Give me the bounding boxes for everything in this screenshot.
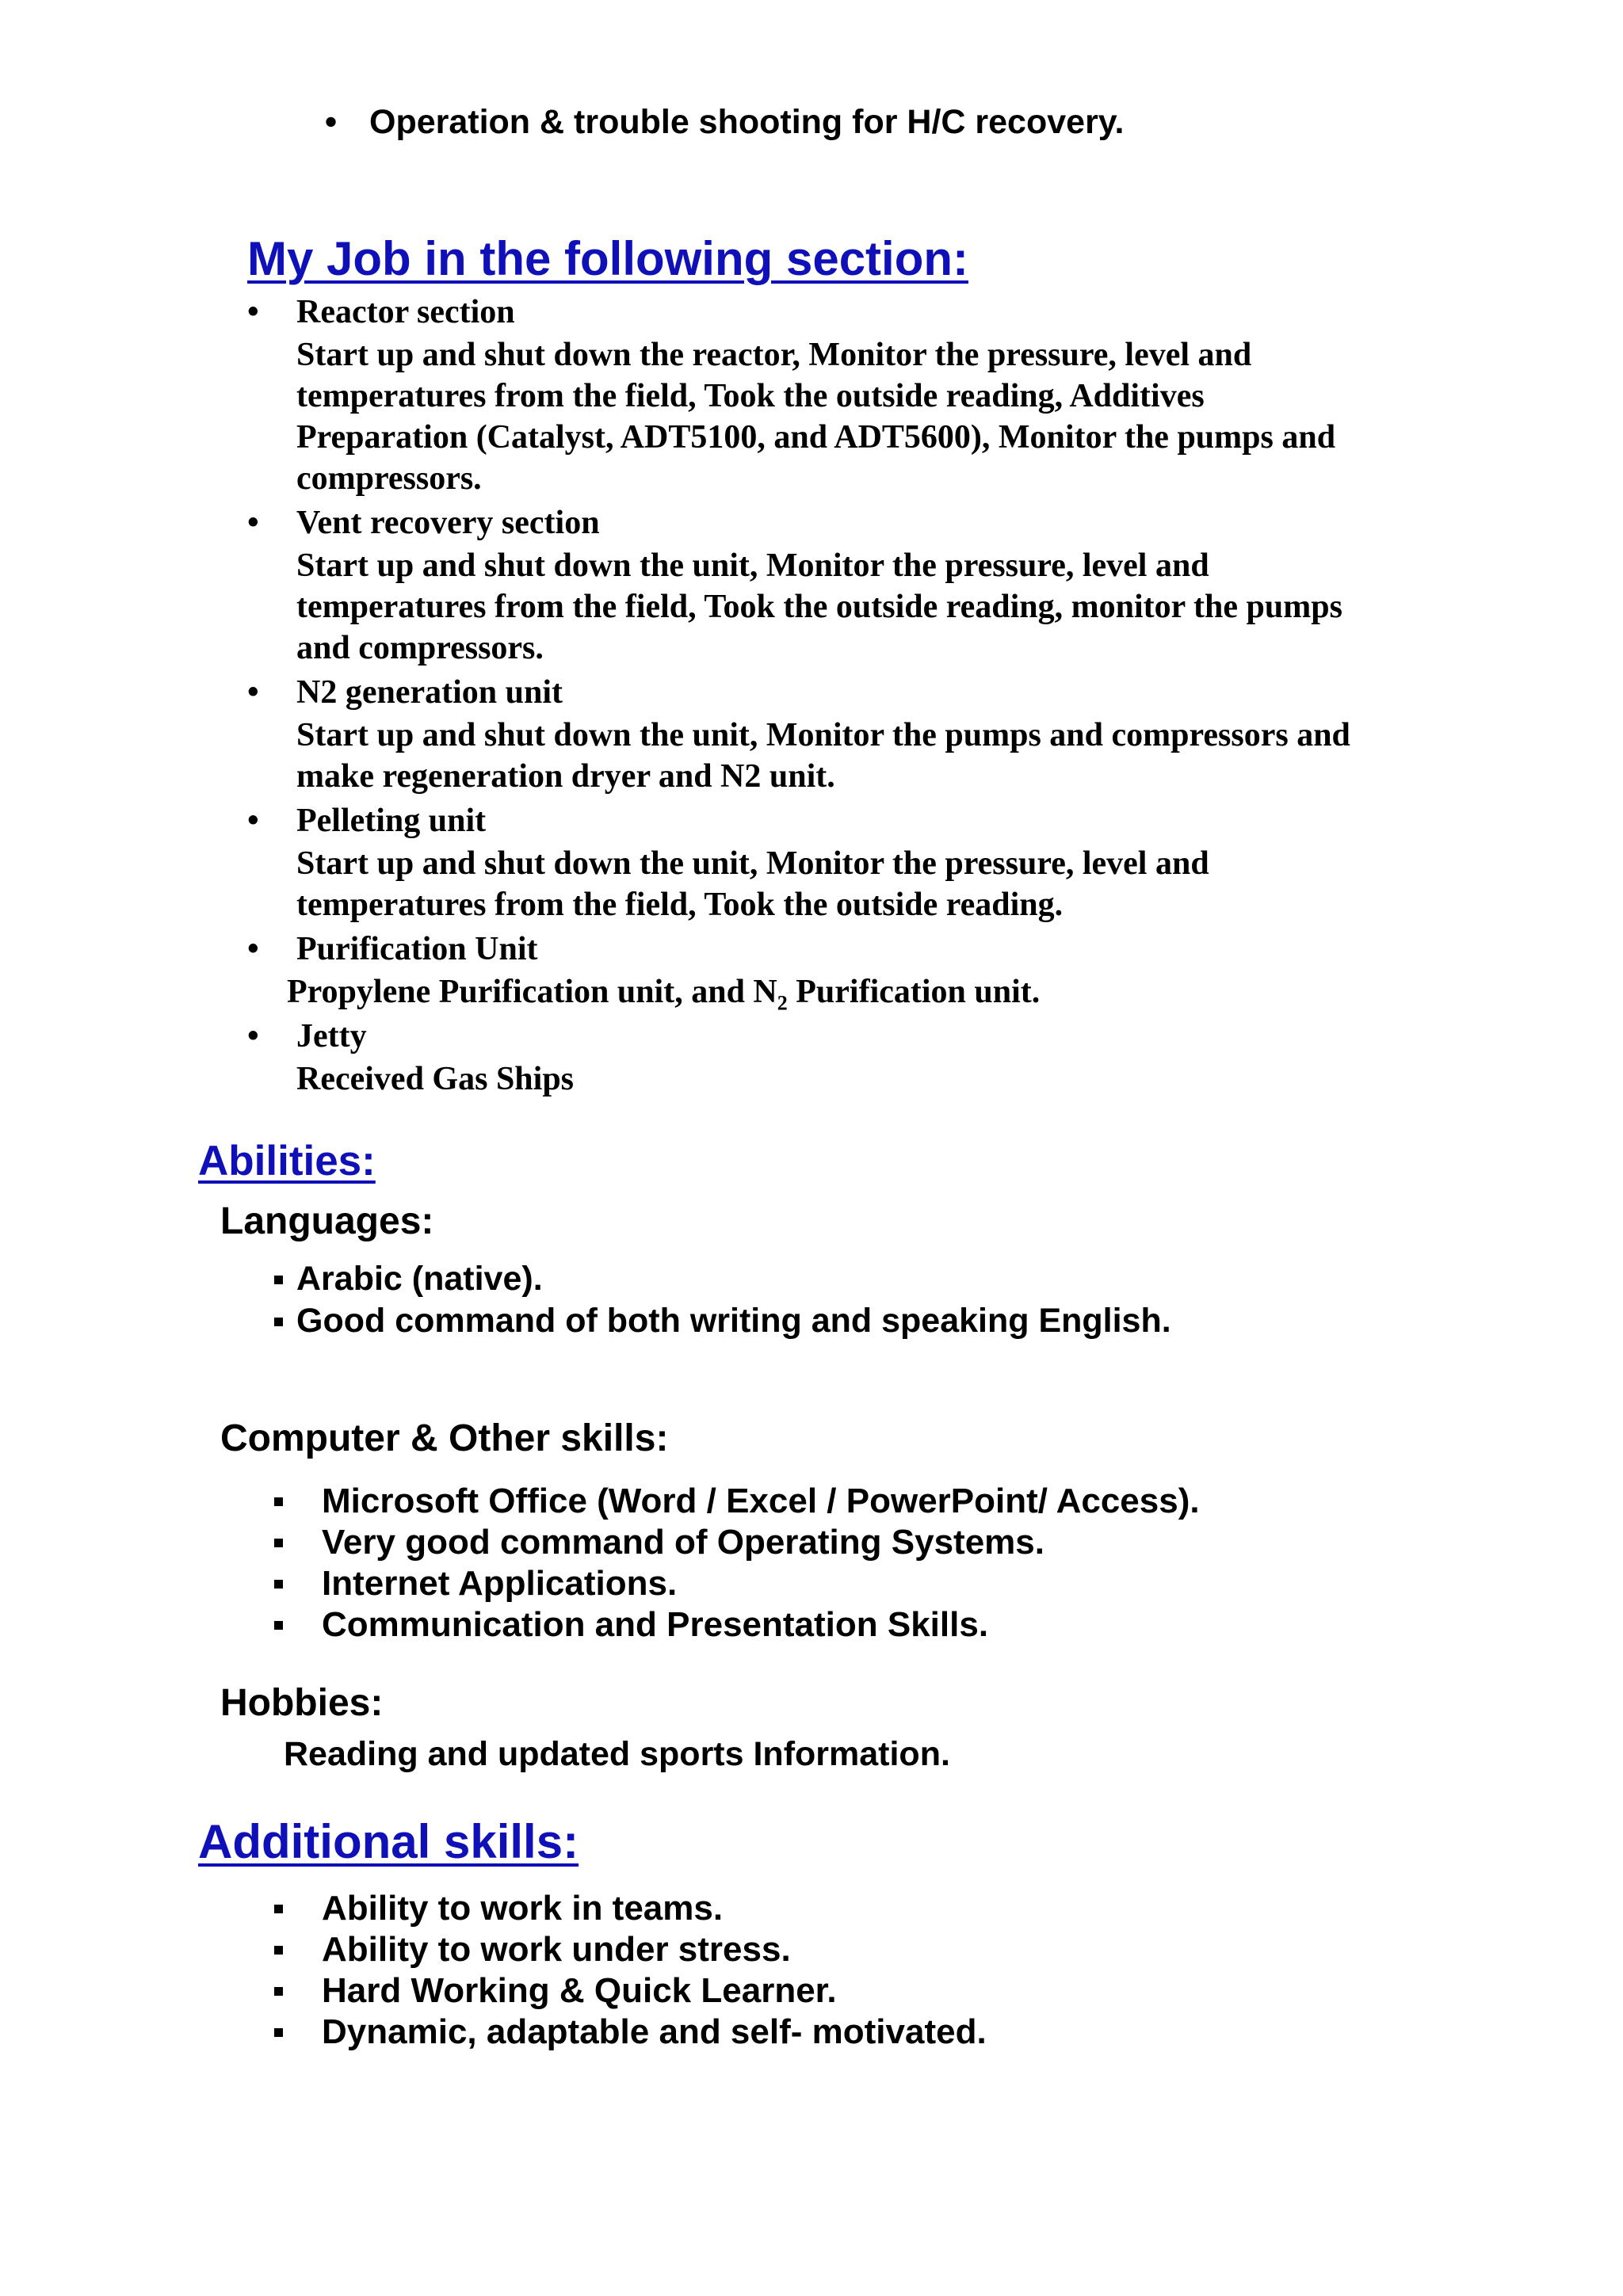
bullet-dot: • [247,931,259,967]
square-bullet-icon [274,1318,283,1326]
job-item-line: temperatures from the field, Took the outside reading, monitor the pumps [296,589,1342,625]
additional-skill-item [322,2012,987,2052]
language-text: Good command of both writing and speaking English. [296,1302,1171,1340]
computer-skill-item [322,1564,677,1604]
bullet-dot: • [247,294,259,330]
job-item-title: Pelleting unit [296,803,487,839]
job-item-title: Purification Unit [296,931,538,967]
hobbies-text: Reading and updated sports Information. [284,1735,950,1773]
computer-skill-item [322,1482,1200,1521]
square-bullet-icon [274,1905,283,1913]
computer-skill-text: Microsoft Office (Word / Excel / PowerPoint/ Access). [322,1482,1200,1520]
square-bullet-icon [274,1539,283,1547]
additional-skill-item [322,1889,723,1928]
job-item-line: Start up and shut down the unit, Monitor the pumps and compressors and [296,717,1350,753]
square-bullet-icon [274,1621,283,1630]
bullet-dot: • [247,803,259,839]
bullet-dot: • [247,505,259,541]
job-item-title: Jetty [296,1018,367,1055]
bullet-dot: • [247,674,259,711]
hobbies-heading: Hobbies: [220,1682,384,1724]
job-item-line: temperatures from the field, Took the outside reading. [296,887,1064,923]
square-bullet-icon [274,1497,283,1506]
additional-skill-text: Dynamic, adaptable and self- motivated. [322,2012,987,2051]
square-bullet-icon [274,1276,283,1284]
job-item-title: Vent recovery section [296,505,600,541]
abilities-title: Abilities: [198,1138,376,1184]
languages-heading: Languages: [220,1200,434,1242]
top-bullet-item [325,103,1125,142]
additional-skill-text: Ability to work in teams. [322,1889,724,1928]
top-bullet-text: Operation & trouble shooting for H/C recovery. [369,103,1125,141]
job-item-line [287,973,1040,1015]
square-bullet-icon [274,1580,283,1589]
additional-skill-item [322,1930,791,1970]
job-item-line: make regeneration dryer and N2 unit. [296,758,835,795]
job-item-line: Start up and shut down the unit, Monitor the pressure, level and [296,547,1209,584]
job-item-line: temperatures from the field, Took the outside reading, Additives [296,378,1205,414]
job-item-line: Received Gas Ships [296,1061,575,1097]
computer-skill-text: Very good command of Operating Systems. [322,1523,1044,1562]
job-item-line: and compressors. [296,630,544,666]
additional-skill-text: Hard Working & Quick Learner. [322,1971,837,2010]
computer-skill-item [322,1523,1044,1562]
job-item-title: N2 generation unit [296,674,563,711]
bullet-dot: • [247,1018,259,1055]
job-item-line: Preparation (Catalyst, ADT5100, and ADT5600), Monitor the pumps and [296,419,1336,456]
computer-skill-text: Internet Applications. [322,1564,678,1603]
job-item-line: Start up and shut down the reactor, Monitor the pressure, level and [296,337,1252,373]
language-text: Arabic (native). [296,1260,543,1298]
job-section-title: My Job in the following section: [247,232,968,285]
language-item [296,1260,543,1299]
computer-skill-item [322,1605,988,1645]
job-item-line: Start up and shut down the unit, Monitor the pressure, level and [296,845,1209,882]
purification-text-end: Purification unit. [787,974,1041,1010]
square-bullet-icon [274,1946,283,1955]
bullet-dot: • [325,103,338,141]
additional-skill-text: Ability to work under stress. [322,1930,791,1969]
additional-skill-item [322,1971,837,2011]
job-item-title: Reactor section [296,294,515,330]
computer-skill-text: Communication and Presentation Skills. [322,1605,989,1644]
additional-skills-title: Additional skills: [198,1815,579,1868]
square-bullet-icon [274,1987,283,1996]
job-item-line: compressors. [296,460,482,497]
computer-skills-heading: Computer & Other skills: [220,1417,669,1459]
language-item [296,1302,1171,1341]
square-bullet-icon [274,2028,283,2037]
subscript-2: 2 [777,991,788,1015]
purification-text-start: Propylene Purification unit, and N [287,974,777,1010]
